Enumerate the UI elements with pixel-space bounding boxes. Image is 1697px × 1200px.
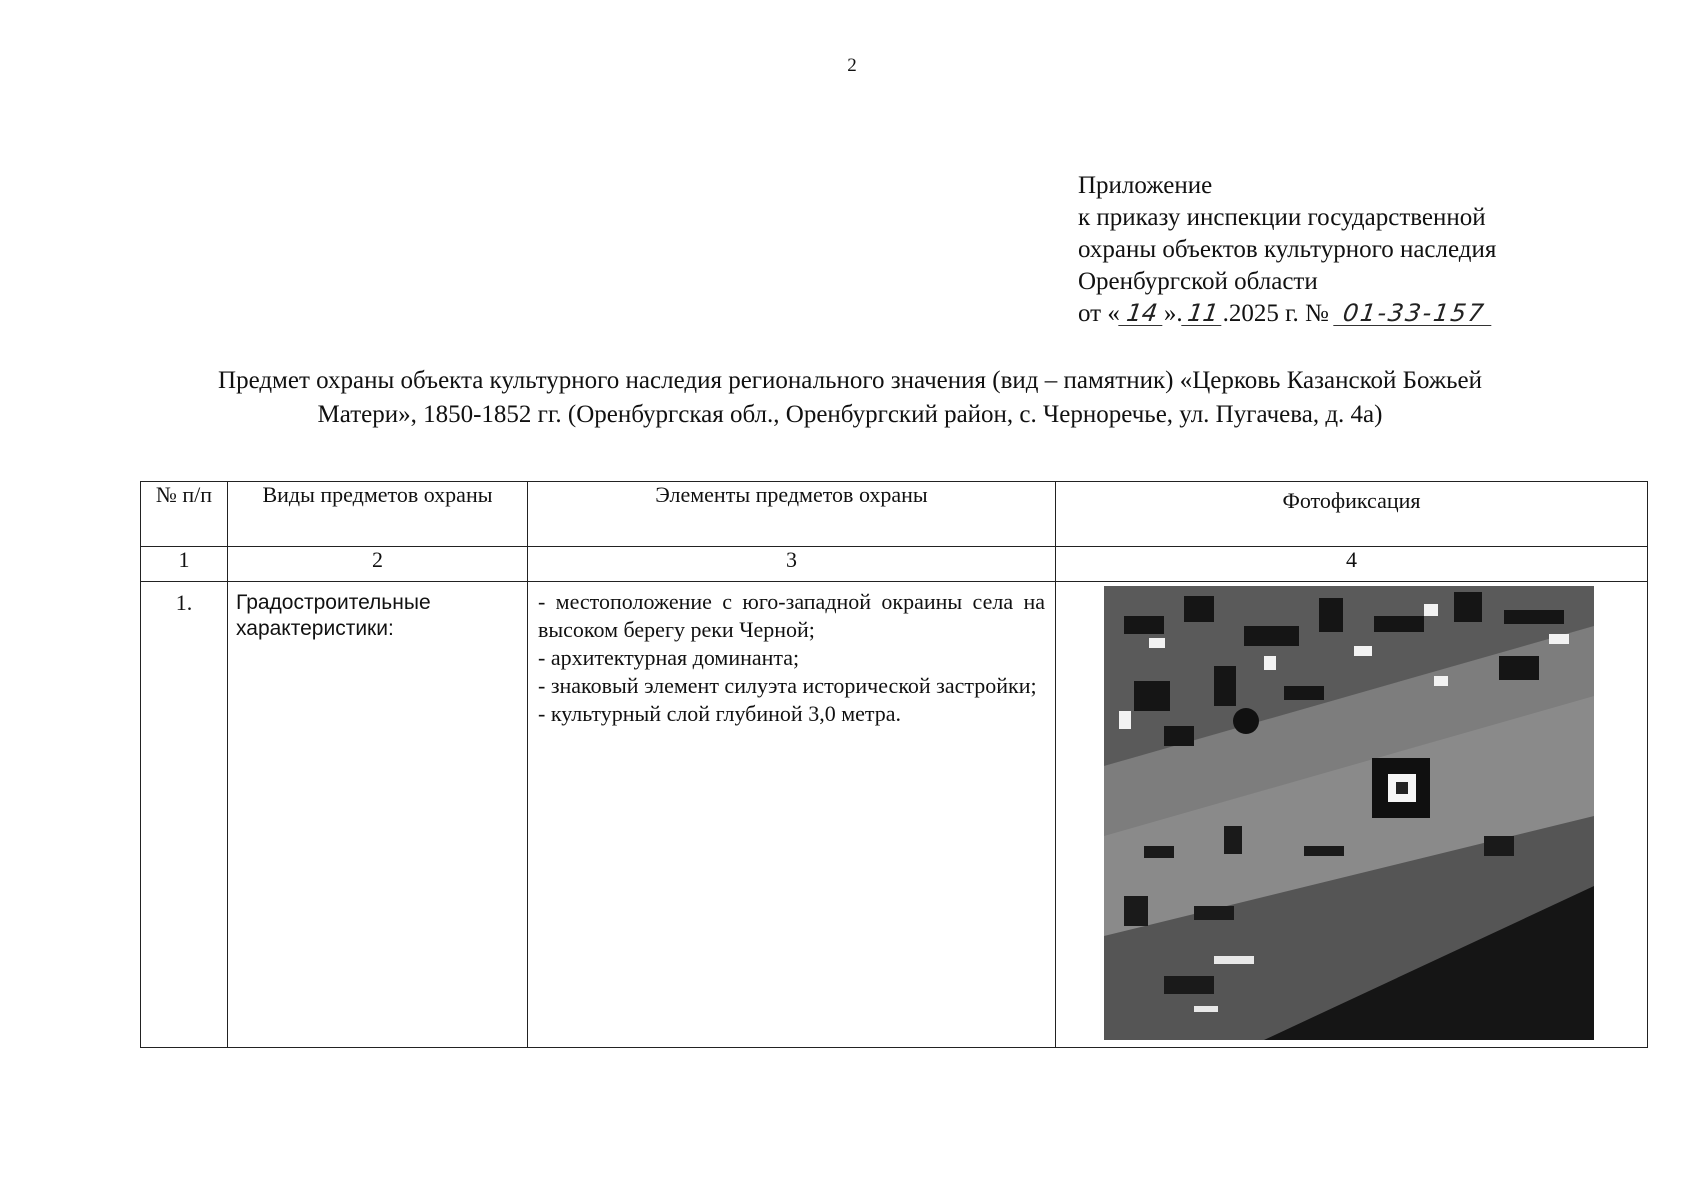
title-line: Матери», 1850-1852 гг. (Оренбургская обл., Оренбургский район, с. Черноречье, ул. Пугачева, д. 4а) (317, 401, 1383, 428)
table-row (141, 582, 1648, 1048)
list-item: - местоположение с юго-западной окраины села на высоком берегу реки Черной; (538, 589, 1045, 642)
aerial-photo-image (1104, 586, 1594, 1040)
protection-table (140, 481, 1648, 1048)
row-elements (528, 582, 1056, 1048)
handwritten-day: 14 (1118, 301, 1166, 326)
date-prefix: от « (1078, 300, 1120, 327)
column-numbers-row (141, 547, 1648, 582)
table-header-row (141, 482, 1648, 547)
header-num: № п/п (141, 482, 228, 547)
date-separator: ». (1163, 300, 1183, 327)
list-item: - архитектурная доминанта; (538, 645, 800, 670)
date-year: .2025 г. № (1222, 300, 1329, 327)
list-item: - знаковый элемент силуэта исторической застройки; (538, 673, 1037, 698)
appendix-title: Приложение (1078, 172, 1213, 199)
row-photo (1056, 582, 1648, 1048)
aerial-photo (1104, 586, 1594, 1040)
column-number: 2 (228, 547, 528, 582)
handwritten-order-number: 01-33-157 (1333, 301, 1495, 326)
column-number: 4 (1056, 547, 1648, 582)
header-kind: Виды предметов охраны (228, 482, 528, 547)
appendix-block (1078, 170, 1638, 330)
order-date-line (1078, 298, 1638, 330)
header-photo: Фотофиксация (1056, 482, 1648, 547)
row-number: 1. (141, 582, 228, 1048)
document-title (120, 364, 1580, 432)
page-number: 2 (847, 55, 857, 76)
appendix-line: к приказу инспекции государственной (1078, 204, 1486, 231)
appendix-line: Оренбургской области (1078, 268, 1318, 295)
appendix-line: охраны объектов культурного наследия (1078, 236, 1497, 263)
header-elements: Элементы предметов охраны (528, 482, 1056, 547)
handwritten-month: 11 (1181, 301, 1225, 326)
list-item: - культурный слой глубиной 3,0 метра. (538, 701, 902, 726)
column-number: 1 (141, 547, 228, 582)
column-number: 3 (528, 547, 1056, 582)
row-kind: Градостроительные характеристики: (228, 582, 528, 1048)
title-line: Предмет охраны объекта культурного наследия регионального значения (вид – памятник) «Церковь Казанской Божьей (218, 367, 1482, 394)
